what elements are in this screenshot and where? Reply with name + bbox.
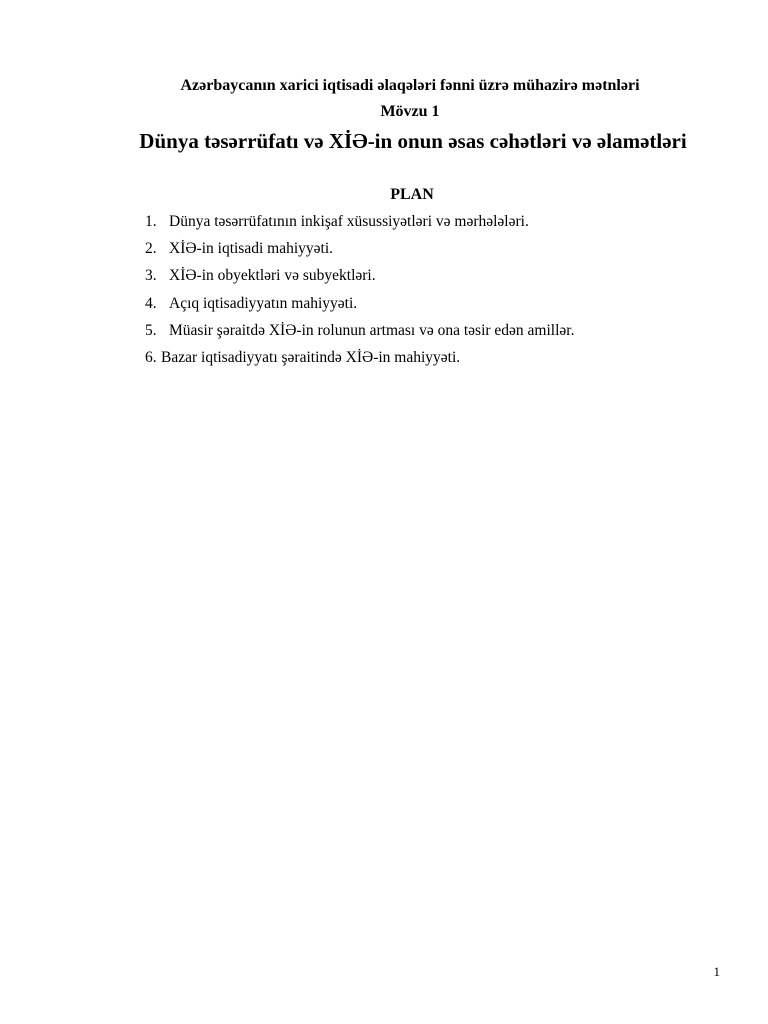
plan-item-text: Dünya təsərrüfatının inkişaf xüsussiyətləri və mərhələləri. xyxy=(169,213,529,230)
plan-item-text: Müasir şəraitdə XİƏ-in rolunun artması və ona təsir edən amillər. xyxy=(169,321,575,339)
plan-item-text: XİƏ-in iqtisadi mahiyyəti. xyxy=(169,240,334,258)
plan-item-text: Bazar iqtisadiyyatı şəraitində XİƏ-in mahiyyəti. xyxy=(161,348,461,366)
course-title: Azərbaycanın xarici iqtisadi əlaqələri fənni üzrə mühazirə mətnləri xyxy=(180,77,640,94)
plan-item-number: 4. xyxy=(145,294,157,312)
main-title: Dünya təsərrüfatı və XİƏ-in onun əsas cəhətləri və əlamətləri xyxy=(139,129,687,153)
topic-number: Mövzu 1 xyxy=(380,103,440,120)
plan-heading: PLAN xyxy=(390,186,434,203)
plan-item xyxy=(0,265,768,292)
plan-item xyxy=(0,211,768,238)
plan-item-number: 6. xyxy=(145,348,157,366)
plan-item-number: 3. xyxy=(145,267,157,285)
plan-item-number: 2. xyxy=(145,240,157,258)
plan-item xyxy=(0,320,768,347)
plan-item xyxy=(0,238,768,265)
plan-item-number: 5. xyxy=(145,321,157,339)
plan-item xyxy=(0,347,768,374)
plan-list xyxy=(0,211,768,374)
page-number: 1 xyxy=(713,964,720,979)
plan-item-text: XİƏ-in obyektləri və subyektləri. xyxy=(169,267,376,285)
plan-item-number: 1. xyxy=(145,213,157,230)
plan-item xyxy=(0,293,768,320)
plan-item-text: Açıq iqtisadiyyatın mahiyyəti. xyxy=(169,294,358,312)
